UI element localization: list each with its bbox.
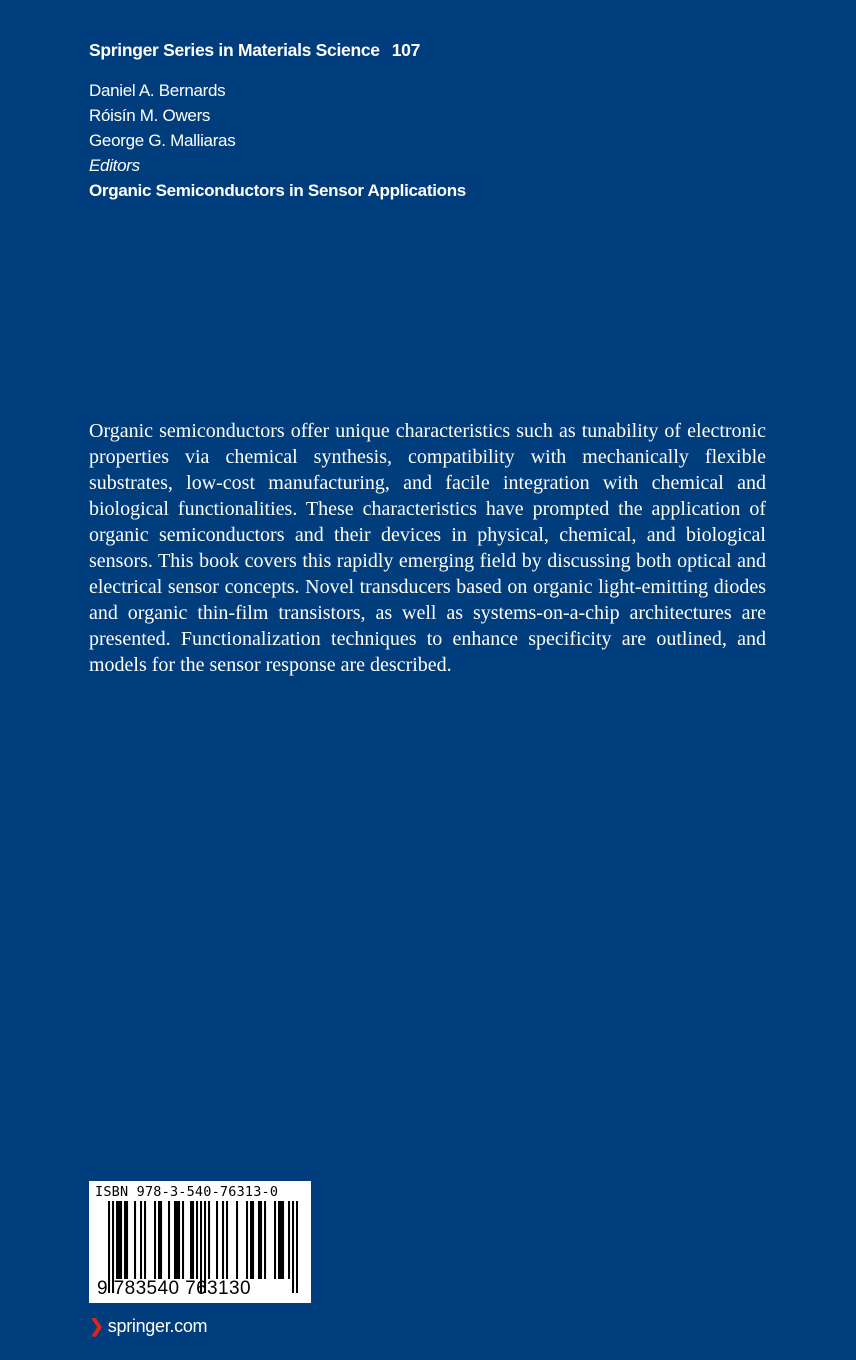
- series-volume: 107: [391, 40, 421, 60]
- barcode-bar: [288, 1201, 290, 1279]
- book-title: Organic Semiconductors in Sensor Applications: [89, 181, 466, 200]
- barcode-bar: [246, 1201, 248, 1279]
- barcode-bar: [124, 1201, 126, 1279]
- barcode-bar: [160, 1201, 162, 1279]
- barcode-bar: [222, 1201, 224, 1279]
- series-title: [89, 40, 420, 61]
- barcode-bar: [264, 1201, 266, 1279]
- editor-name: George G. Malliaras: [89, 131, 236, 150]
- editor-name: Róisín M. Owers: [89, 106, 211, 125]
- barcode-bar: [116, 1201, 118, 1279]
- barcode-bar: [168, 1201, 170, 1279]
- series-name: Springer Series in Materials Science: [89, 40, 380, 60]
- barcode-bar: [296, 1201, 298, 1293]
- barcode-bar: [134, 1201, 136, 1279]
- editors-role: Editors: [89, 156, 140, 175]
- barcode-bar: [190, 1201, 192, 1279]
- barcode-bar: [274, 1201, 276, 1279]
- barcode-bar: [182, 1201, 184, 1279]
- blurb-text: Organic semiconductors offer unique characteristics such as tunability of electronic properties via chemical synthesis, compatibility with mechanically flexible substrates, low-cost manufacturing, and facile integration with chemical and biological functionalities. These characteristics have prompted the application of organic semiconductors and their devices in physical, chemical, and biological sensors. This book covers this rapidly emerging field by discussing both optical and electrical sensor concepts. Novel transducers based on organic light-emitting diodes and organic thin-film transistors, as well as systems-on-a-chip architectures are presented. Functionalization techniques to enhance specificity are outlined, and models for the sensor response are described.: [89, 420, 766, 676]
- barcode-bar: [280, 1201, 282, 1279]
- barcode-bar: [208, 1201, 210, 1279]
- publisher-url: springer.com: [107, 1316, 208, 1336]
- barcode-bar: [250, 1201, 252, 1279]
- editor-name: Daniel A. Bernards: [89, 81, 226, 100]
- barcode-bar: [252, 1201, 254, 1279]
- barcode-bar: [176, 1201, 178, 1279]
- barcode-bar: [120, 1201, 122, 1279]
- barcode-bar: [158, 1201, 160, 1279]
- barcode-bar: [226, 1201, 228, 1279]
- barcode-bar: [174, 1201, 176, 1279]
- isbn-barcode: [89, 1181, 311, 1303]
- barcode-bar: [282, 1201, 284, 1279]
- barcode-bar: [258, 1201, 260, 1279]
- barcode-bar: [196, 1201, 198, 1279]
- editors-block: [89, 78, 466, 203]
- barcode-bar: [278, 1201, 280, 1279]
- barcode-bar: [292, 1201, 294, 1293]
- chevron-right-icon: ❯: [89, 1316, 104, 1336]
- barcode-bar: [178, 1201, 180, 1279]
- barcode-bar: [140, 1201, 142, 1279]
- publisher-link[interactable]: [89, 1316, 207, 1337]
- barcode-bar: [154, 1201, 156, 1279]
- barcode-bar: [192, 1201, 194, 1279]
- barcode-bar: [236, 1201, 238, 1279]
- isbn-label: ISBN 978-3-540-76313-0: [95, 1184, 279, 1200]
- barcode-bar: [144, 1201, 146, 1279]
- barcode-bar: [126, 1201, 128, 1279]
- ean-digits: 9 783540 763130: [97, 1278, 251, 1299]
- barcode-bar: [260, 1201, 262, 1279]
- back-cover-blurb: [89, 418, 766, 678]
- barcode-bar: [118, 1201, 120, 1279]
- barcode-bar: [216, 1201, 218, 1279]
